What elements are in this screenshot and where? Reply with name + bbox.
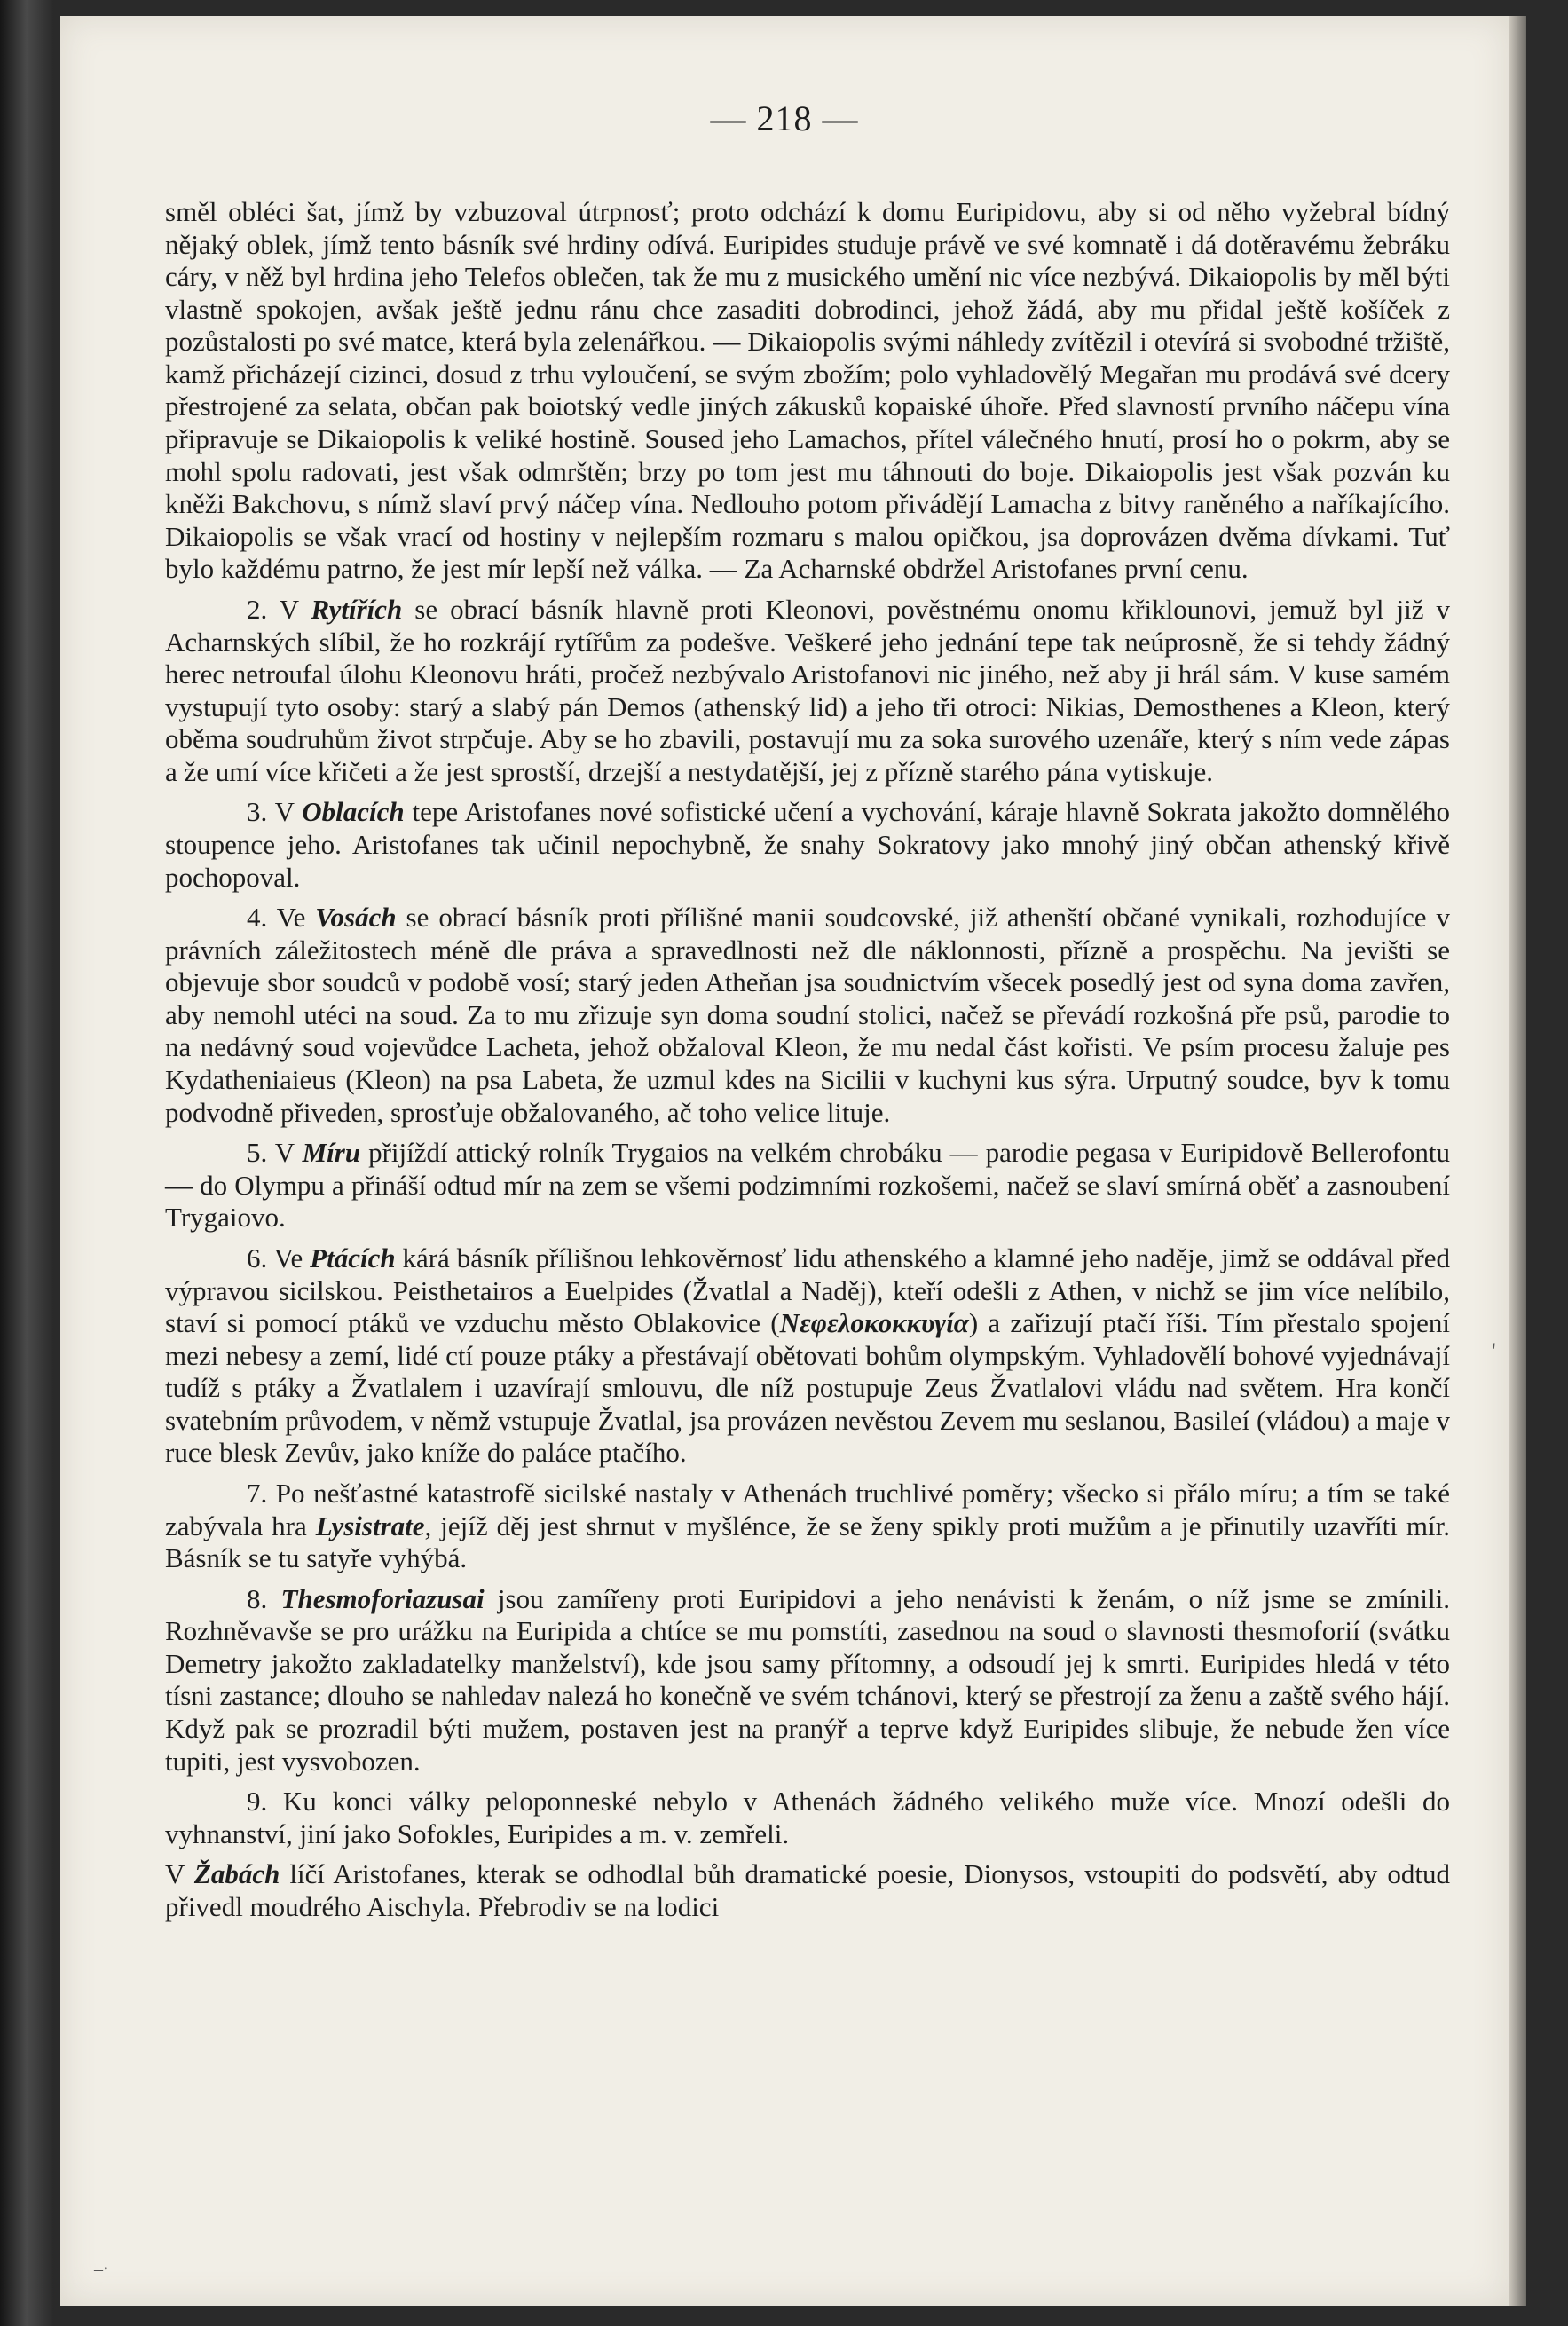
stray-mark: ' [1492, 1338, 1496, 1364]
emphasized-title: Míru [302, 1137, 361, 1169]
book-page [60, 16, 1509, 2306]
emphasized-title: Oblacích [302, 796, 405, 828]
paragraph-text: jsou zamířeny proti Euripidovi a jeho nenávisti k ženám, o níž jsme se zmínili. Rozhněvavše se pro urážku na Euripida a chtíce se mu pomstíti, zasednou na soud o slavnosti thesmoforií (svátku Demetry jakožto zakladatelky manželství), kde jsou samy přítomny, a odsoudí jej k smrti. Euripides hledá v této tísni zastance; dlouho se nahledav nalezá ho konečně ve svém tchánovi, který se přestrojí za ženu a zaště svého hájí. Když pak se prozradil býti mužem, postaven jest na pranýř a teprve když Euripides slibuje, že nebude žen více tupiti, jest vysvobozen. [165, 1582, 1450, 1777]
text-body [165, 196, 1450, 1931]
paragraph-text: přijíždí attický rolník Trygaios na velkém chrobáku — parodie pegasa v Euripidově Bellerofontu — do Olympu a přináší odtud mír na zem se všemi podzimními rozkošemi, načež se slaví smírná oběť a zasnoubení Trygaiovo. [165, 1137, 1450, 1234]
paragraph-text: směl obléci šat, jímž by vzbuzoval útrpnosť; proto odchází k domu Euripidovu, aby si od něho vyžebral bídný nějaký oblek, jímž tento básník své hrdiny odívá. Euripides studuje právě ve své komnatě i dá dotěravému žebráku cáry, v něž byl hrdina jeho Telefos oblečen, tak že mu z musického umění nic více nezbývá. Dikaiopolis by měl býti vlastně spokojen, avšak ještě jednu ránu chce zasaditi dobrodinci, jehož žádá, aby mu přidal ještě košíček z pozůstalosti po své matce, která byla zelenářkou. — Dikaiopolis svými náhledy zvítězil i otevírá si svobodné tržiště, kamž přicházejí cizinci, dosud z trhu vyloučení, se svým zbožím; polo vyhladovělý Megařan mu prodává své dcery přestrojené za selata, občan pak boiotský vedle jiných zákusků kopaiské úhoře. Před slavností prvního náčepu vína připravuje se Dikaiopolis k veliké hostině. Soused jeho Lamachos, přítel válečného hnutí, prosí ho o pokrm, aby se mohl spolu radovati, jest však odmrštěn; brzy po tom jest mu táhnouti do boje. Dikaiopolis jest však pozván ku kněži Bakchovu, s nímž slaví prvý náčep vína. Nedlouho potom přivádějí Lamacha z bitvy raněného a naříkajícího. Dikaiopolis se však vrací od hostiny v nejlepším rozmaru s malou opičkou, jsa doprovázen dvěma dívkami. Tuť bylo každému patrno, že jest mír lepší než válka. — Za Acharnské obdržel Aristofanes první cenu. [165, 196, 1450, 585]
paragraph-text: 2. V [247, 593, 311, 625]
paragraph-p1 [165, 196, 1450, 586]
paragraph-p8 [165, 1583, 1450, 1778]
paragraph-p10 [165, 1858, 1450, 1923]
paragraph-p9 [165, 1786, 1450, 1850]
paragraph-text: tepe Aristofanes nové sofistické učení a vychování, káraje hlavně Sokrata jakožto domnělého stoupence jeho. Aristofanes tak učinil nepochybně, že snahy Sokratovy jako mnohý jiný občan athenský křivě pochopoval. [165, 796, 1450, 893]
paragraph-p4 [165, 902, 1450, 1129]
paragraph-text: , jejíž děj jest shrnut v myšlénce, že se ženy spikly proti mužům a je přinutily uzavříti mír. Básník se tu satyře vyhýbá. [165, 1510, 1450, 1574]
bottom-mark: –· [94, 2259, 109, 2279]
page-edge [1509, 16, 1526, 2306]
paragraph-text: se obrací básník proti přílišné manii soudcovské, již athenští občané vynikali, rozhodujíce v právních záležitostech méně dle práva a spravedlnosti než dle náklonnosti, přízně a prospěchu. Na jevišti se objevuje sbor soudců v podobě vosí; starý jeden Atheňan jsa soudnictvím všecek posedlý jest od syna doma zavřen, aby nemohl utéci na soud. Za to mu zřizuje syn doma soudní stolici, načež se převádí rozkošná pře psů, parodie to na nedávný soud vojevůdce Lacheta, jehož obžaloval Kleon, že mu nedal část kořisti. Ve psím procesu žaluje pes Kydatheniaieus (Kleon) na psa Labeta, že uzmul kdes na Sicilii v kuchyni kus sýra. Urputný soudce, byv k tomu podvodně přiveden, sprosťuje obžalovaného, ač toho velice lituje. [165, 902, 1450, 1128]
page-number: — 218 — [710, 99, 859, 138]
paragraph-text: se obrací básník hlavně proti Kleonovi, pověstnému onomu křiklounovi, jemuž byl již v Acharnských slíbil, že ho rozkrájí rytířům za podešve. Veškeré jeho jednání tepe tak neúprosně, že si tehdy žádný herec netroufal úlohu Kleonovu hráti, pročež nezbývalo Aristofanovi nic jiného, než aby ji hrál sám. V kuse samém vystupují tyto osoby: starý a slabý pán Demos (athenský lid) a jeho tři otroci: Nikias, Demosthenes a Kleon, který oběma soudruhům život strpčuje. Aby se ho zbavili, postavují mu za soka surového uzenáře, který s ním vede zápas a že umí více křičeti a že jest sprostší, drzejší a nestydatější, jej z přízně starého pána vytiskuje. [165, 593, 1450, 787]
paragraph-text: kárá básník přílišnou lehkověrnosť lidu athenského a klamné jeho naděje, jimž se oddával před výpravou sicilskou. Peisthetairos a Euelpides (Žvatlal a Naděj), kteří odešli z Athen, v nichž se jim více nelíbilo, staví si pomocí ptáků ve vzduchu město Oblakovice ( [165, 1242, 1450, 1339]
paragraph-text: 4. Ve [247, 902, 316, 934]
emphasized-title: Thesmoforiazusai [280, 1582, 485, 1614]
paragraph-text: 7. Po nešťastné katastrofě sicilské nastaly v Athenách truchlivé poměry; všecko si přálo míru; a tím se také zabývala hra [165, 1477, 1450, 1541]
emphasized-title: Vosách [315, 902, 397, 934]
paragraph-text: líčí Aristofanes, kterak se odhodlal bůh dramatické poesie, Dionysos, vstoupiti do podsvětí, aby odtud přivedl moudrého Aischyla. Přebrodiv se na lodici [165, 1858, 1451, 1922]
emphasized-title: Žabách [193, 1858, 280, 1890]
paragraph-text: V [165, 1858, 194, 1890]
paragraph-p2 [165, 594, 1450, 788]
paragraph-text: 6. Ve [247, 1242, 311, 1273]
emphasized-title: Lysistrate [315, 1510, 425, 1541]
paragraph-p3 [165, 796, 1450, 894]
paragraph-text: 8. [247, 1582, 281, 1614]
emphasized-title: Rytířích [311, 593, 403, 625]
paragraph-text: 9. Ku konci války peloponneské nebylo v Athenách žádného velikého muže více. Mnozí odešli do vyhnanství, jiní jako Sofokles, Euripides a m. v. zemřeli. [165, 1786, 1450, 1849]
paragraph-text: 3. V [247, 796, 303, 828]
emphasized-title: Ptácích [310, 1242, 396, 1273]
paragraph-text: ) a zařizují ptačí říši. Tím přestalo spojení mezi nebesy a zemí, lidé ctí pouze ptáky a přestávají obětovati bohům olympským. Vyhladovělí bohové vyjednávají tudíž s ptáky a Žvatlalem i uzavírají smlouvu, dle níž postupuje Zeus Žvatlalovi vládu nad světem. Hra končí svatebním průvodem, v němž vstupuje Žvatlal, jsa provázen nevěstou Zevem mu seslanou, Basileí (vládou) a maje v ruce blesk Zevův, jako kníže do paláce ptačího. [165, 1307, 1450, 1469]
emphasized-title: Νεφελοκοκκυγία [779, 1307, 969, 1339]
paragraph-p6 [165, 1242, 1450, 1470]
paragraph-p7 [165, 1478, 1450, 1575]
paragraph-p5 [165, 1137, 1450, 1234]
paragraph-text: 5. V [247, 1137, 303, 1169]
